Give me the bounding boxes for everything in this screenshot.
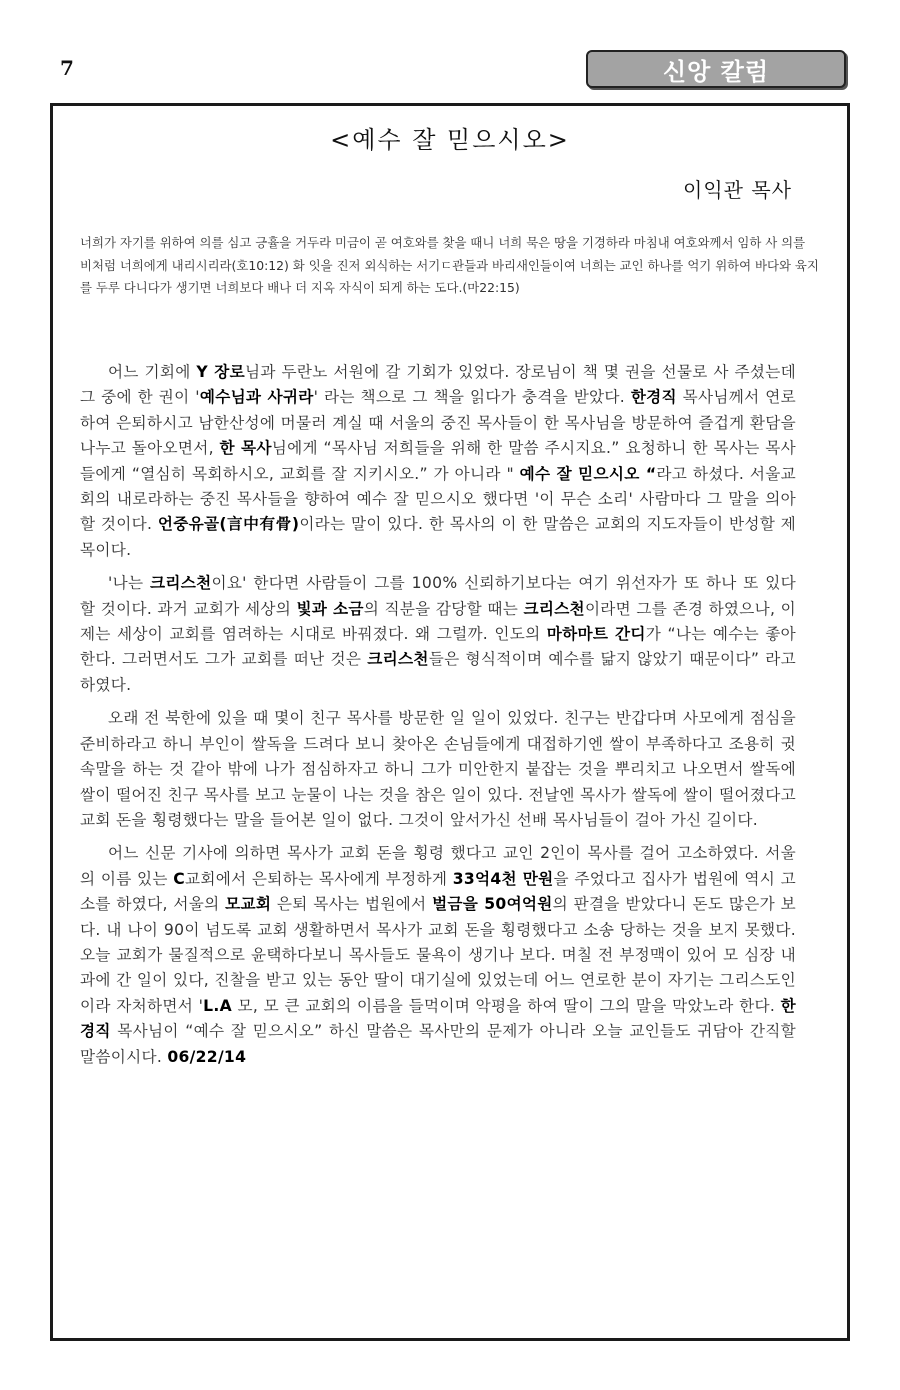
bold-text: C	[173, 869, 185, 888]
text-run: 가 “나는 예수는 좋아 한다. 그러면서도 그가 교회를 떠난 것은	[80, 625, 796, 669]
bold-text: 한 목사	[219, 439, 272, 458]
text-run: 어느 기회에	[108, 363, 197, 381]
text-run: 은퇴 목사는 법원에서	[271, 895, 433, 914]
bold-text: 한경직	[630, 388, 677, 407]
text-run: 목사님께서 연로하여 은퇴하시고 남한산성에 머물러 계실 때 서울의 중진 목사들이 한 목사님을 방문하여 즐겁게 환담을 나누고 돌아오면서,	[80, 388, 796, 458]
text-run: 을 주었다고 집사가 법원에 역시 고소를 하였다, 서울의	[80, 869, 796, 914]
article-author: 이익관 목사	[683, 178, 792, 202]
bold-text: 33억4천 만원	[452, 869, 554, 888]
text-run: 어느 신문 기사에 의하면 목사가 교회 돈을 횡령 했다고 교인 2인이 목사를 걸어 고소하였다. 서울의 이름 있는	[80, 844, 796, 888]
bold-text: 크리스천	[149, 574, 212, 593]
bold-text: L.A	[203, 996, 233, 1015]
text-run: 들은 형식적이며 예수를 닮지 않았기 때문이다” 라고 하였다.	[80, 650, 796, 694]
paragraph	[80, 841, 796, 1070]
text-run: 의 판결을 받았다니 돈도 많은가 보다. 내 나이 90이 넘도록 교회 생활하면서 목사가 교회 돈을 횡령했다고 소송 당하는 것을 보지 못했다. 오늘 교회가 물질적으로 윤택하다보니 목사들도 물욕이 생기나 보다. 며칠 전 부정맥이 있어 모 심장 내과에 간 일이 있다, 진찰을 받고 있는 동안 딸이 대기실에 있었는데 어느 연로한 분이 자기는 그리스도인이라 자처하면서 '	[80, 895, 796, 1015]
bold-text: 크리스천	[523, 599, 585, 618]
bold-text: 한 경직	[80, 996, 796, 1041]
text-run: 모, 모 큰 교회의 이름을 들먹이며 악평을 하여 딸이 그의 말을 막았노라 한다.	[232, 996, 781, 1015]
article-title: <예수 잘 믿으시오>	[330, 126, 570, 154]
paragraph	[80, 360, 796, 563]
paragraph	[80, 706, 796, 833]
bold-text: 예수 잘 믿으시오 “	[519, 464, 657, 483]
bold-text: 마하마트 간디	[546, 625, 646, 644]
bold-text: 예수님과 사귀라	[199, 388, 314, 407]
bold-text: Y 장로	[196, 363, 245, 381]
text-run: 이라면 그를 존경 하였으나, 이제는 세상이 교회를 염려하는 시대로 바꿔졌다. 왜 그럴까. 인도의	[80, 599, 797, 644]
article-body	[80, 360, 796, 1078]
page-number: 7	[60, 56, 74, 80]
text-run: 이라는 말이 있다. 한 목사의 이 한 말씀은 교회의 지도자들이 반성할 제목이다.	[80, 515, 797, 559]
text-run: 님과 두란노 서원에 갈 기회가 있었다. 장로님이 책 몇 권을 선물로 사 주셨는데 그 중에 한 권이 '	[80, 363, 796, 407]
bold-text: 언중유골(言中有骨)	[157, 515, 300, 534]
text-run: 라고 하셨다. 서울교회의 내로라하는 중진 목사들을 향하여 예수 잘 믿으시오 했다면 '이 무슨 소리' 사람마다 그 말을 의아할 것이다.	[80, 464, 796, 534]
bold-text: 벌금을 50여억원	[432, 895, 553, 914]
bold-text: 크리스천	[367, 650, 429, 669]
bold-text: 빛과 소금	[296, 599, 364, 618]
section-tab: 신앙 칼럼	[586, 50, 846, 88]
text-run: 의 직분을 감당할 때는	[363, 599, 524, 618]
bold-text: 모교회	[225, 895, 272, 914]
text-run: 님에게 “목사님 저희들을 위해 한 말씀 주시지요.” 요청하니 한 목사는 목사들에게 “열심히 목회하시오, 교회를 잘 지키시오.” 가 아니라 "	[80, 439, 796, 483]
text-run: 목사님이 “예수 잘 믿으시오” 하신 말씀은 목사만의 문제가 아니라 오늘 교인들도 귀담아 간직할 말씀이시다.	[80, 1022, 796, 1066]
text-run: 오래 전 북한에 있을 때 몇이 친구 목사를 방문한 일 일이 있었다. 친구는 반갑다며 사모에게 점심을 준비하라고 하니 부인이 쌀독을 드려다 보니 찾아온 손님들에게 대접하기엔 쌀이 부족하다고 조용히 귓속말을 하는 것 같아 밖에 나가 점심하자고 하니 그가 미안한지 붙잡는 것을 뿌리치고 나오면서 쌀독에 쌀이 떨어진 친구 목사를 보고 눈물이 나는 것을 참은 일이 있다. 전날엔 목사가 쌀독에 쌀이 떨어졌다고 교회 돈을 횡령했다는 말을 들어본 일이 없다. 그것이 앞서가신 선배 목사님들이 걸아 가신 길이다.	[80, 709, 796, 829]
scripture-quote: 너희가 자기를 위하여 의를 심고 긍휼을 거두라 미금이 곧 여호와를 찾을 때니 너희 묵은 땅을 기경하라 마침내 여호와께서 임하 사 의를 비처럼 너희에게 내리시리라(호10:12) 화 잇을 진저 외식하는 서기ㄷ관들과 바리새인들이여 너희는 교인 하나를 억기 위하여 바다와 육지를 두루 다니다가 생기면 너희보다 배나 더 지옥 자식이 되게 하는 도다.(마22:15)	[80, 235, 819, 295]
text-run: 교회에서 은퇴하는 목사에게 부정하게	[184, 869, 453, 888]
text-run: '나는	[108, 574, 150, 593]
text-run: ' 라는 책으로 그 책을 읽다가 충격을 받았다.	[313, 388, 631, 407]
text-run: 이요' 한다면 사람들이 그를 100% 신뢰하기보다는 여기 위선자가 또 하나 또 있다 할 것이다. 과거 교회가 세상의	[80, 574, 796, 618]
bold-text: 06/22/14	[167, 1047, 247, 1066]
paragraph	[80, 571, 796, 698]
